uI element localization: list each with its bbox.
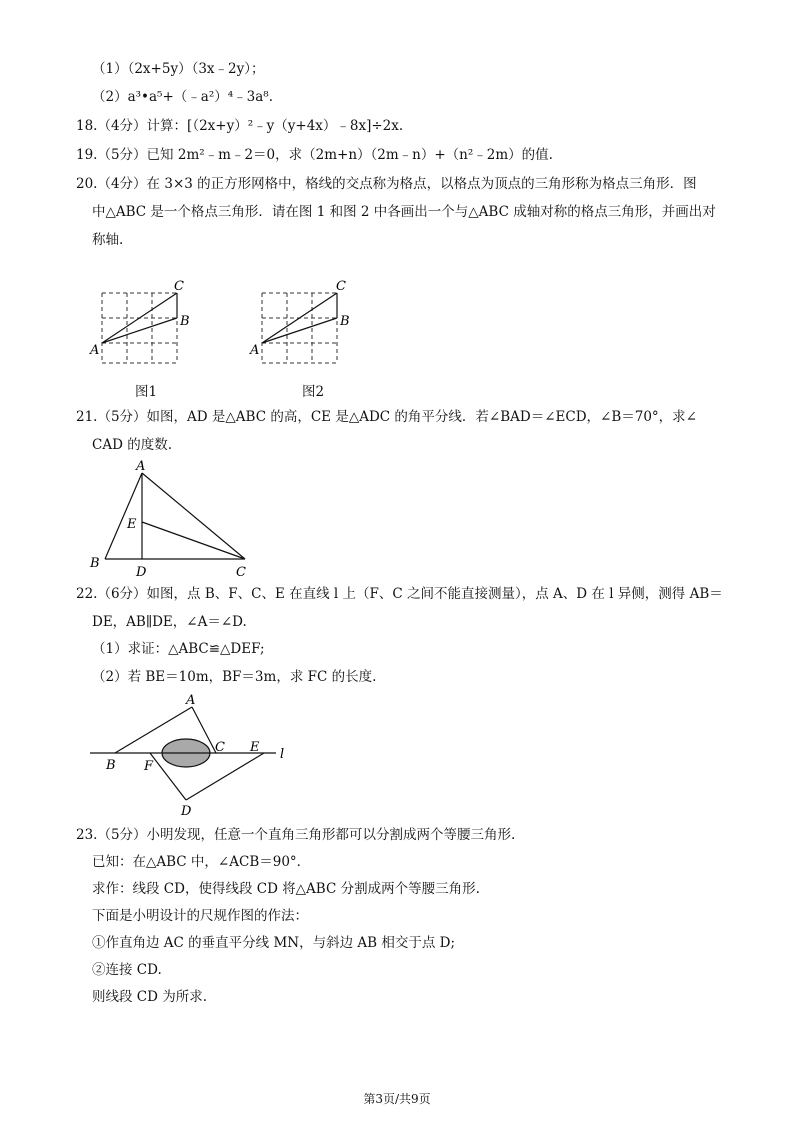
page-footer: 第3页/共9页 [363,1092,431,1106]
problem-20-line-2: 中△ABC 是一个格点三角形．请在图 1 和图 2 中各画出一个与△ABC 成轴对称的格点三角形，并画出对 [92,204,716,220]
problem-18: 18.（4分）计算：[（2x+y）²﹣y（y+4x）﹣8x]÷2x. [76,118,404,134]
fig2-label-A: A [250,343,260,358]
problem-19: 19.（5分）已知 2m²﹣m﹣2＝0，求（2m+n）（2m﹣n）+（n²﹣2m）的值. [76,147,553,163]
fig21-label-D: D [136,565,147,580]
problem-17-part-1: （1）（2x+5y）（3x﹣2y）； [92,61,265,77]
figure-1-caption: 图1 [135,384,158,400]
problem-22-line-2: DE，AB∥DE，∠A＝∠D. [92,614,247,630]
problem-23-step-1: ①作直角边 AC 的垂直平分线 MN，与斜边 AB 相交于点 D; [92,935,456,951]
figure-2-caption: 图2 [302,384,325,400]
fig1-label-A: A [90,343,100,358]
problem-21-triangle-figure [85,458,260,584]
fig21-label-E: E [127,517,137,532]
problem-22-figure [88,690,298,824]
fig22-label-E: E [250,740,260,755]
fig2-label-C: C [336,279,346,294]
fig21-label-A: A [136,459,146,474]
figure-1-grid-triangle [88,276,198,372]
problem-21-line-1: 21.（5分）如图，AD 是△ABC 的高，CE 是△ADC 的角平分线．若∠BAD＝∠ECD，∠B＝70°，求∠ [76,409,697,425]
fig1-label-C: C [174,279,184,294]
problem-23-conclusion: 则线段 CD 为所求. [92,989,208,1005]
problem-17-part-2: （2）a³•a⁵+（﹣a²）⁴﹣3a⁸. [92,89,273,105]
fig22-label-B: B [106,758,116,773]
problem-23-given: 已知：在△ABC 中，∠ACB＝90°． [92,854,311,870]
problem-22-part-1: （1）求证：△ABC≌△DEF; [92,641,265,657]
problem-20-line-1: 20.（4分）在 3×3 的正方形网格中，格线的交点称为格点，以格点为顶点的三角形称为格点三角形．图 [76,176,697,192]
problem-23-step-2: ②连接 CD. [92,962,162,978]
problem-20-line-3: 称轴. [92,232,124,248]
problem-23-method-intro: 下面是小明设计的尺规作图的作法： [92,908,308,924]
problem-23-line-1: 23.（5分）小明发现，任意一个直角三角形都可以分割成两个等腰三角形. [76,827,516,843]
problem-22-line-1: 22.（6分）如图，点 B、F、C、E 在直线 l 上（F、C 之间不能直接测量），点 A、D 在 l 异侧，测得 AB＝ [76,586,723,602]
fig22-label-l: l [280,747,285,762]
fig21-label-B: B [90,556,100,571]
fig2-label-B: B [340,314,350,329]
fig22-label-A: A [186,693,196,708]
fig22-label-D: D [181,804,192,819]
fig1-label-B: B [180,314,190,329]
fig22-label-C: C [215,740,225,755]
problem-22-part-2: （2）若 BE＝10m，BF＝3m，求 FC 的长度. [92,669,377,685]
problem-23-construct: 求作：线段 CD，使得线段 CD 将△ABC 分割成两个等腰三角形. [92,881,480,897]
figure-2-grid-triangle [248,276,358,372]
fig22-label-F: F [144,759,154,774]
problem-21-line-2: CAD 的度数. [92,437,172,453]
fig21-label-C: C [236,565,246,580]
